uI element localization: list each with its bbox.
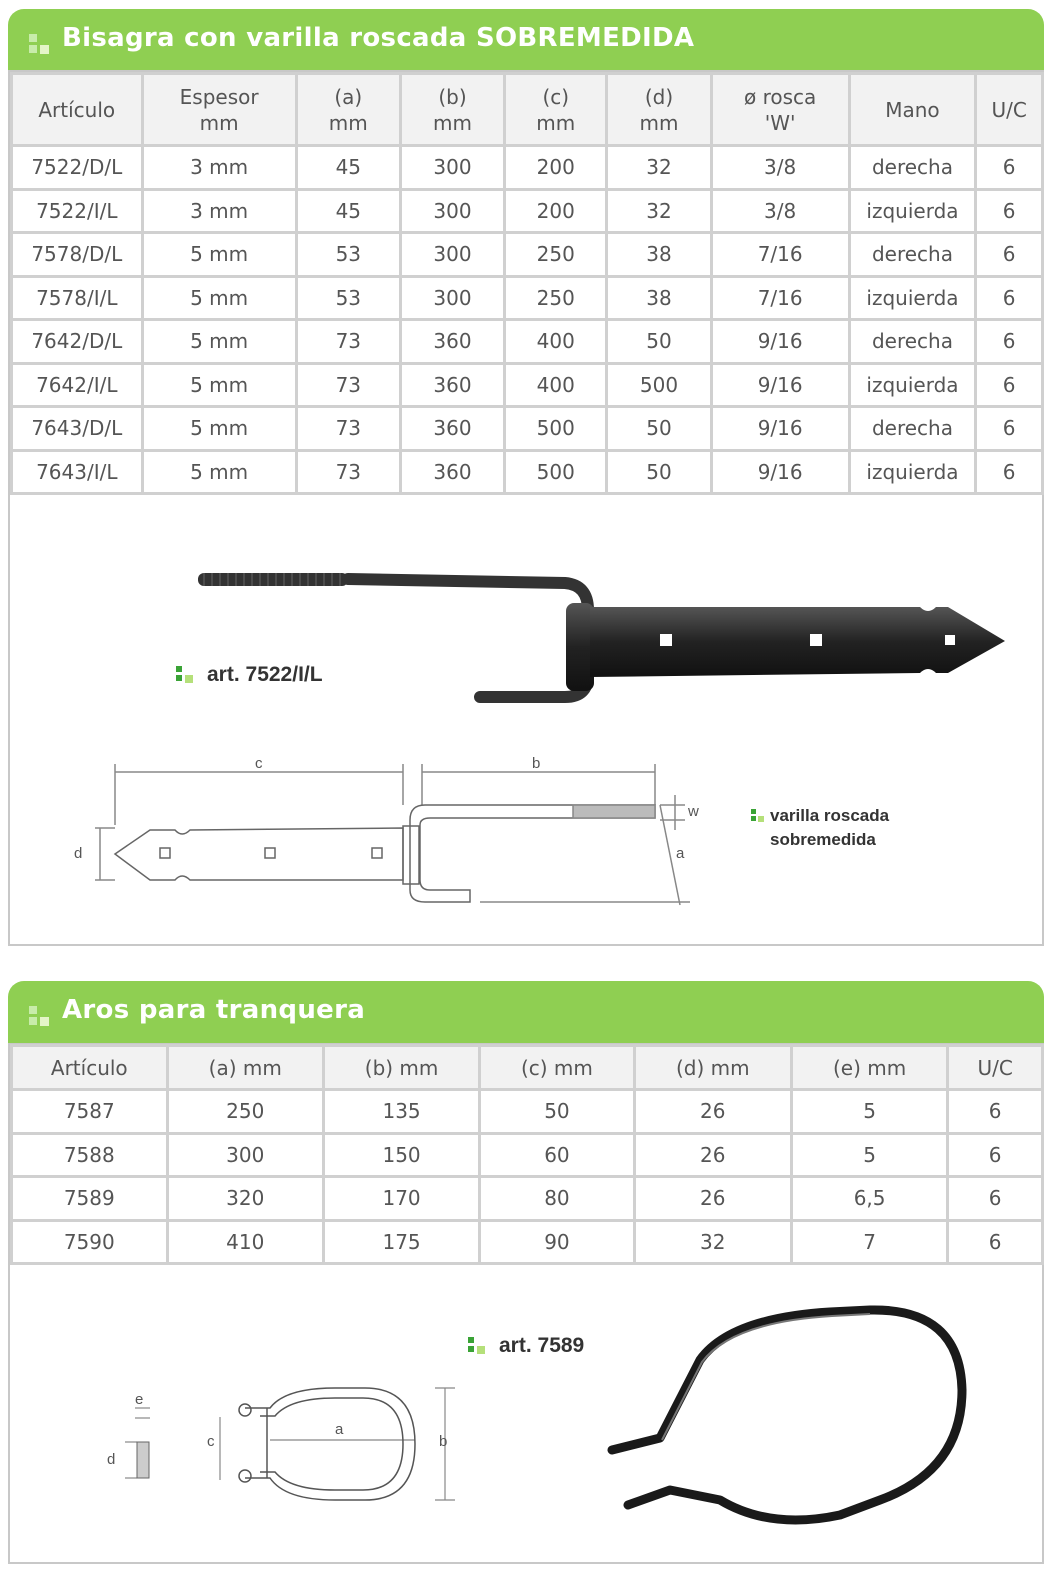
table-cell: 3 mm xyxy=(144,147,295,188)
column-header: (e) mm xyxy=(793,1047,946,1088)
table-cell: 53 xyxy=(298,234,399,275)
table-cell: 6 xyxy=(949,1178,1041,1219)
table-cell: 360 xyxy=(402,365,503,406)
table-cell: 9/16 xyxy=(713,321,848,362)
table-cell: 250 xyxy=(506,234,605,275)
table-cell: 7522/I/L xyxy=(13,191,141,232)
table-cell: derecha xyxy=(851,408,975,449)
table-cell: 175 xyxy=(325,1222,478,1263)
table-cell: 9/16 xyxy=(713,452,848,493)
table-cell: 7642/D/L xyxy=(13,321,141,362)
column-header: (d) mm xyxy=(608,75,709,144)
table-cell: 7642/I/L xyxy=(13,365,141,406)
table-cell: 135 xyxy=(325,1091,478,1132)
column-header: (a) mm xyxy=(298,75,399,144)
table-cell: 200 xyxy=(506,191,605,232)
table-cell: 9/16 xyxy=(713,365,848,406)
table-cell: 73 xyxy=(298,365,399,406)
dim-label-d-2: d xyxy=(107,1451,116,1468)
table-cell: 5 xyxy=(793,1091,946,1132)
table-cell: 6 xyxy=(949,1222,1041,1263)
dim-label-e: e xyxy=(135,1391,144,1408)
table-cell: 50 xyxy=(608,452,709,493)
ring-technical-diagram xyxy=(95,1380,475,1510)
table-cell: 3/8 xyxy=(713,147,848,188)
green-squares-bullet-icon xyxy=(750,808,766,824)
table-cell: 5 mm xyxy=(144,408,295,449)
table-cell: 3/8 xyxy=(713,191,848,232)
table-cell: 250 xyxy=(506,278,605,319)
table-cell: 300 xyxy=(402,147,503,188)
table-cell: 32 xyxy=(608,147,709,188)
column-header: ø rosca 'W' xyxy=(713,75,848,144)
table-cell: derecha xyxy=(851,321,975,362)
table-cell: 7 xyxy=(793,1222,946,1263)
column-header: U/C xyxy=(949,1047,1041,1088)
table-cell: 7643/D/L xyxy=(13,408,141,449)
table-cell: 7522/D/L xyxy=(13,147,141,188)
table-cell: 26 xyxy=(636,1178,790,1219)
table-cell: 53 xyxy=(298,278,399,319)
table-cell: 5 xyxy=(793,1135,946,1176)
dim-label-a-2: a xyxy=(335,1421,344,1438)
dim-label-c-2: c xyxy=(207,1433,215,1450)
table-cell: 6 xyxy=(977,365,1041,406)
dim-label-d: d xyxy=(74,845,83,862)
table-cell: 500 xyxy=(506,452,605,493)
photo-caption-2: art. 7589 xyxy=(499,1334,585,1357)
table-cell: 5 mm xyxy=(144,234,295,275)
dim-label-c: c xyxy=(255,755,263,772)
table-cell: 90 xyxy=(481,1222,632,1263)
section1-header xyxy=(8,9,1044,73)
table-cell: 5 mm xyxy=(144,452,295,493)
column-header: Artículo xyxy=(13,1047,166,1088)
table-cell: izquierda xyxy=(851,278,975,319)
table-cell: 150 xyxy=(325,1135,478,1176)
table-cell: derecha xyxy=(851,234,975,275)
table-cell: 73 xyxy=(298,452,399,493)
table-cell: 7/16 xyxy=(713,234,848,275)
table-cell: 200 xyxy=(506,147,605,188)
table-cell: 7588 xyxy=(13,1135,166,1176)
table-cell: 3 mm xyxy=(144,191,295,232)
hinge-photo xyxy=(170,555,1020,715)
table-cell: 5 mm xyxy=(144,365,295,406)
spec-table-hinges xyxy=(10,72,1044,495)
section1-title: Bisagra con varilla roscada SOBREMEDIDA xyxy=(62,23,695,53)
table-cell: 6 xyxy=(977,408,1041,449)
table-cell: 50 xyxy=(608,321,709,362)
dim-label-a: a xyxy=(676,845,685,862)
spec-table-rings xyxy=(10,1044,1044,1265)
table-cell: 300 xyxy=(402,278,503,319)
table-cell: 300 xyxy=(402,234,503,275)
table-cell: 6 xyxy=(977,321,1041,362)
column-header: (b) mm xyxy=(402,75,503,144)
table-row xyxy=(13,1178,1041,1219)
table-cell: 6 xyxy=(977,452,1041,493)
green-squares-bullet-icon xyxy=(28,33,52,57)
column-header: (a) mm xyxy=(169,1047,322,1088)
ring-photo xyxy=(600,1300,980,1530)
green-squares-bullet-icon xyxy=(175,665,197,687)
table-cell: 170 xyxy=(325,1178,478,1219)
table-cell: 7590 xyxy=(13,1222,166,1263)
column-header: (d) mm xyxy=(636,1047,790,1088)
table-cell: 38 xyxy=(608,278,709,319)
column-header: Mano xyxy=(851,75,975,144)
column-header: (c) mm xyxy=(481,1047,632,1088)
green-squares-bullet-icon xyxy=(467,1336,489,1358)
table-row xyxy=(13,1091,1041,1132)
photo-caption: art. 7522/I/L xyxy=(207,663,323,686)
dim-label-w: w xyxy=(688,803,699,820)
table-cell: 6,5 xyxy=(793,1178,946,1219)
column-header: Artículo xyxy=(13,75,141,144)
table-cell: 320 xyxy=(169,1178,322,1219)
column-header: (b) mm xyxy=(325,1047,478,1088)
table-cell: 500 xyxy=(608,365,709,406)
table-cell: 6 xyxy=(977,234,1041,275)
column-header: U/C xyxy=(977,75,1041,144)
table-row xyxy=(13,408,1041,449)
table-cell: 7578/I/L xyxy=(13,278,141,319)
table-cell: 400 xyxy=(506,321,605,362)
table-row xyxy=(13,278,1041,319)
table-cell: izquierda xyxy=(851,452,975,493)
diagram-note-line2: sobremedida xyxy=(770,830,876,849)
table-cell: 250 xyxy=(169,1091,322,1132)
table-row xyxy=(13,452,1041,493)
column-header: (c) mm xyxy=(506,75,605,144)
table-cell: 45 xyxy=(298,147,399,188)
table-cell: 80 xyxy=(481,1178,632,1219)
table-row xyxy=(13,321,1041,362)
table-cell: 6 xyxy=(977,191,1041,232)
table-cell: 26 xyxy=(636,1135,790,1176)
table-cell: 6 xyxy=(949,1091,1041,1132)
table-cell: 6 xyxy=(977,278,1041,319)
table-cell: 7589 xyxy=(13,1178,166,1219)
table-cell: 360 xyxy=(402,408,503,449)
table-row xyxy=(13,147,1041,188)
table-cell: 45 xyxy=(298,191,399,232)
table-cell: 50 xyxy=(608,408,709,449)
table-cell: 7587 xyxy=(13,1091,166,1132)
table-cell: izquierda xyxy=(851,191,975,232)
table-cell: 50 xyxy=(481,1091,632,1132)
table-cell: 300 xyxy=(402,191,503,232)
table-cell: 360 xyxy=(402,321,503,362)
table-cell: derecha xyxy=(851,147,975,188)
table-cell: 410 xyxy=(169,1222,322,1263)
table-cell: 26 xyxy=(636,1091,790,1132)
table-cell: 360 xyxy=(402,452,503,493)
table-cell: 32 xyxy=(608,191,709,232)
table-row xyxy=(13,234,1041,275)
dim-label-b: b xyxy=(532,755,541,772)
table-cell: 9/16 xyxy=(713,408,848,449)
diagram-note-line1: varilla roscada xyxy=(770,806,890,825)
green-squares-bullet-icon xyxy=(28,1005,52,1029)
table-cell: 300 xyxy=(169,1135,322,1176)
table-cell: 73 xyxy=(298,321,399,362)
table-cell: 38 xyxy=(608,234,709,275)
column-header: Espesor mm xyxy=(144,75,295,144)
hinge-technical-diagram xyxy=(60,750,710,920)
table-cell: 5 mm xyxy=(144,278,295,319)
table-cell: izquierda xyxy=(851,365,975,406)
table-cell: 7643/I/L xyxy=(13,452,141,493)
table-cell: 400 xyxy=(506,365,605,406)
table-cell: 6 xyxy=(977,147,1041,188)
table-cell: 73 xyxy=(298,408,399,449)
dim-label-b-2: b xyxy=(439,1433,448,1450)
table-cell: 32 xyxy=(636,1222,790,1263)
table-cell: 6 xyxy=(949,1135,1041,1176)
table-cell: 7578/D/L xyxy=(13,234,141,275)
table-row xyxy=(13,365,1041,406)
table-cell: 5 mm xyxy=(144,321,295,362)
table-row xyxy=(13,191,1041,232)
section2-header xyxy=(8,981,1044,1045)
table-cell: 7/16 xyxy=(713,278,848,319)
section2-title: Aros para tranquera xyxy=(62,995,366,1025)
table-cell: 60 xyxy=(481,1135,632,1176)
table-cell: 500 xyxy=(506,408,605,449)
table-row xyxy=(13,1135,1041,1176)
table-row xyxy=(13,1222,1041,1263)
